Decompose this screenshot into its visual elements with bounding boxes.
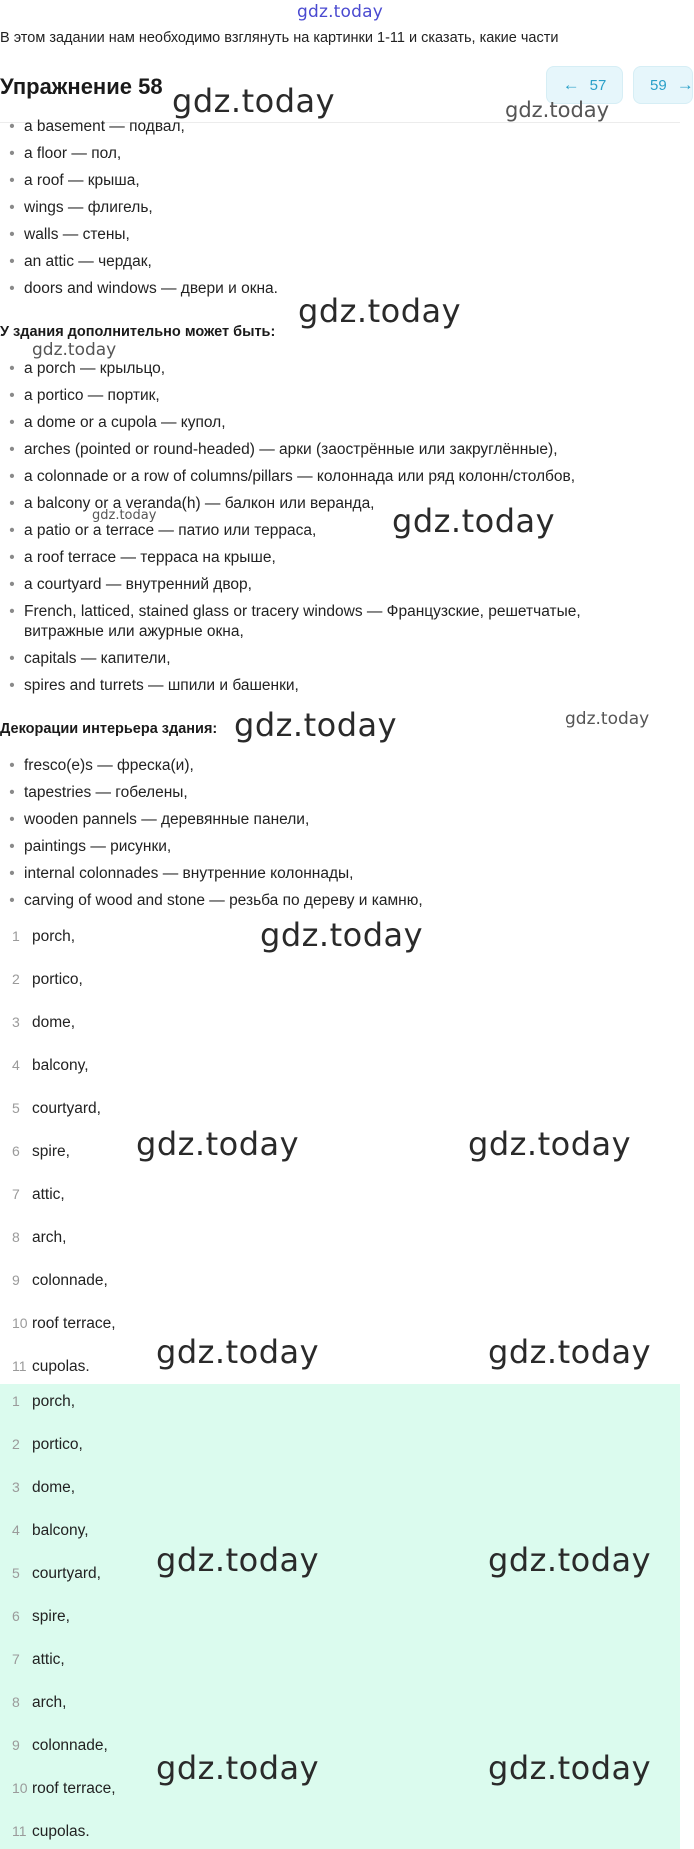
list-item: • carving of wood and stone — резьба по дереву и камню, [9,892,423,909]
list-item: • a patio or a terrace — патио или терраса, [9,522,317,539]
list-item: • wings — флигель, [9,199,153,216]
watermark: gdz.today [260,916,424,954]
answer-item: 4 balcony, [12,1057,89,1074]
section-heading: У здания дополнительно может быть: [0,324,276,340]
answer-item: 9 colonnade, [12,1737,108,1754]
list-item: • a portico — портик, [9,387,160,404]
answer-item: 8 arch, [12,1229,67,1246]
list-item: • a courtyard — внутренний двор, [9,576,252,593]
answer-item: 3 dome, [12,1479,76,1496]
list-item-continuation: витражные или ажурные окна, [24,623,244,640]
answer-item: 2 portico, [12,1436,83,1453]
answer-item: 6 spire, [12,1608,70,1625]
watermark: gdz.today [488,1749,652,1787]
watermark: gdz.today [488,1541,652,1579]
watermark: gdz.today [92,508,157,523]
watermark: gdz.today [136,1125,300,1163]
watermark: gdz.today [392,502,556,540]
answer-item: 11 cupolas. [12,1823,90,1840]
list-item: • spires and turrets — шпили и башенки, [9,677,299,694]
prev-exercise-label: 57 [589,76,607,94]
answer-item: 10 roof terrace, [12,1780,116,1797]
site-logo[interactable]: gdz.today [296,2,384,22]
answer-item: 9 colonnade, [12,1272,108,1289]
list-item: • a dome or a cupola — купол, [9,414,226,431]
watermark: gdz.today [565,709,650,729]
list-item: • French, latticed, stained glass or tracery windows — Французские, решетчатые, [9,603,581,620]
watermark: gdz.today [172,82,336,120]
watermark: gdz.today [156,1333,320,1371]
intro-text: В этом задании нам необходимо взглянуть на картинки 1-11 и сказать, какие части [0,30,559,46]
answer-item: 5 courtyard, [12,1100,101,1117]
watermark: gdz.today [234,706,398,744]
list-item: • a colonnade or a row of columns/pillars — колоннада или ряд колонн/столбов, [9,468,576,485]
list-item: • tapestries — гобелены, [9,784,188,801]
answer-item: 2 portico, [12,971,83,988]
answer-item: 10 roof terrace, [12,1315,116,1332]
list-item: • a porch — крыльцо, [9,360,166,377]
answer-item: 4 balcony, [12,1522,89,1539]
list-item: • doors and windows — двери и окна. [9,280,278,297]
list-item: • walls — стены, [9,226,130,243]
watermark: gdz.today [156,1749,320,1787]
answer-item: 1 porch, [12,1393,76,1410]
watermark: gdz.today [505,98,610,122]
watermark: gdz.today [468,1125,632,1163]
list-item: • a basement — подвал, [9,118,185,135]
answer-item: 7 attic, [12,1651,65,1668]
list-item: • fresco(e)s — фреска(и), [9,757,194,774]
list-item: • arches (pointed or round-headed) — арки (заострённые или закруглённые), [9,441,558,458]
answer-item: 5 courtyard, [12,1565,101,1582]
arrow-right-icon: → [676,75,694,94]
section-heading: Декорации интерьера здания: [0,721,218,737]
list-item: • a roof — крыша, [9,172,140,189]
list-item: • paintings — рисунки, [9,838,172,855]
answer-item: 11 cupolas. [12,1358,90,1375]
arrow-left-icon: ← [562,75,580,94]
page-title: Упражнение 58 [0,74,163,99]
watermark: gdz.today [488,1333,652,1371]
list-item: • a roof terrace — терраса на крыше, [9,549,276,566]
list-item: • wooden pannels — деревянные панели, [9,811,310,828]
answer-item: 7 attic, [12,1186,65,1203]
list-item: • internal colonnades — внутренние колоннады, [9,865,354,882]
answer-item: 1 porch, [12,928,76,945]
watermark: gdz.today [32,340,117,360]
list-item: • a floor — пол, [9,145,122,162]
next-exercise-button[interactable] [633,66,693,104]
list-item: • an attic — чердак, [9,253,152,270]
next-exercise-label: 59 [650,76,667,94]
answer-item: 8 arch, [12,1694,67,1711]
answer-item: 6 spire, [12,1143,70,1160]
list-item: • capitals — капители, [9,650,171,667]
watermark: gdz.today [298,292,462,330]
watermark: gdz.today [156,1541,320,1579]
answer-item: 3 dome, [12,1014,76,1031]
list-item: • a balcony or a veranda(h) — балкон или веранда, [9,495,375,512]
